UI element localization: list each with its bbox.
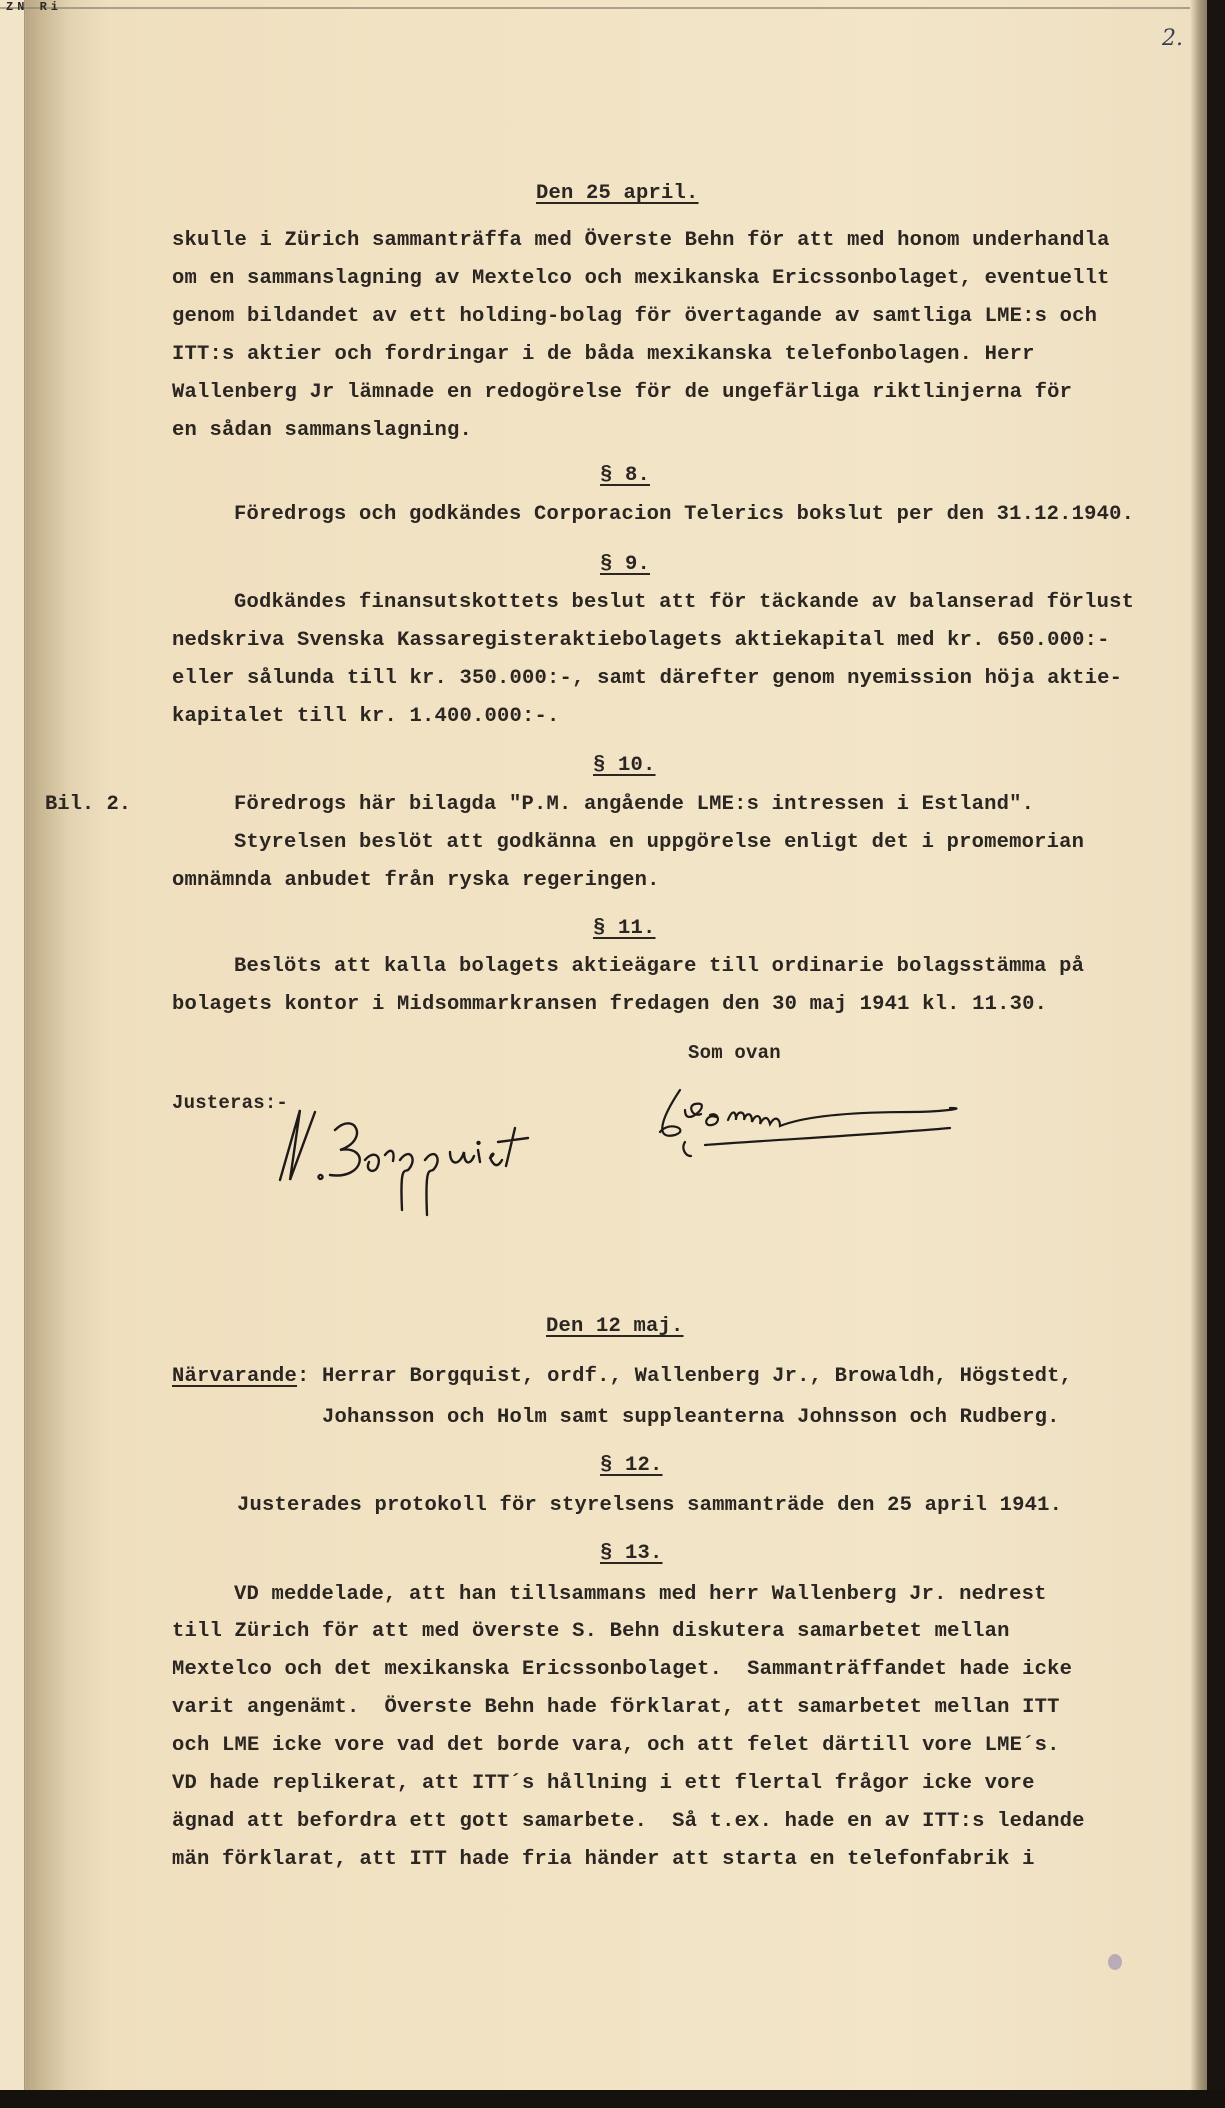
text-line: Beslöts att kalla bolagets aktieägare till ordinarie bolagsstämma på [234,955,1085,978]
section-heading-13: § 13. [600,1542,663,1565]
text-line: till Zürich för att med överste S. Behn diskutera samarbetet mellan [172,1620,1010,1643]
text-line: Godkändes finansutskottets beslut att för täckande av balanserad förlust [234,591,1135,614]
date-heading: Den 12 maj. [546,1315,684,1338]
text-line: nedskriva Svenska Kassaregisteraktiebolagets aktiekapital med kr. 650.000:- [172,629,1110,652]
section-heading-12: § 12. [600,1454,663,1477]
binding-strip [0,0,25,2095]
text-line: Styrelsen beslöt att godkänna en uppgörelse enligt det i promemorian [234,831,1085,854]
text-line: eller sålunda till kr. 350.000:-, samt därefter genom nyemission höja aktie- [172,667,1123,690]
margin-note-appendix: Bil. 2. [45,793,132,816]
date-heading: Den 25 april. [536,182,699,205]
text-line: ITT:s aktier och fordringar i de båda mexikanska telefonbolagen. Herr [172,343,1035,366]
text-line: omnämnda anbudet från ryska regeringen. [172,869,660,892]
text-line: män förklarat, att ITT hade fria händer att starta en telefonfabrik i [172,1848,1035,1871]
text-line: varit angenämt. Överste Behn hade förklarat, att samarbetet mellan ITT [172,1696,1060,1719]
text-line: Wallenberg Jr lämnade en redogörelse för de ungefärliga riktlinjerna för [172,381,1073,404]
text-line: Johansson och Holm samt suppleanterna Johnsson och Rudberg. [322,1406,1060,1429]
text-line: om en sammanslagning av Mextelco och mexikanska Ericssonbolaget, eventuellt [172,267,1110,290]
text-line: Föredrogs och godkändes Corporacion Telerics bokslut per den 31.12.1940. [234,503,1135,526]
text-line: bolagets kontor i Midsommarkransen fredagen den 30 maj 1941 kl. 11.30. [172,993,1048,1016]
signature-borgquist [260,1100,600,1220]
som-ovan-label: Som ovan [688,1042,781,1064]
text-line: och LME icke vore vad det borde vara, och att felet därtill vore LME´s. [172,1734,1060,1757]
section-heading-9: § 9. [600,553,651,576]
text-line: skulle i Zürich sammanträffa med Överste Behn för att med honom underhandla [172,229,1110,252]
top-rule [0,7,1190,9]
section-heading-10: § 10. [593,754,656,777]
text-line: VD meddelade, att han tillsammans med herr Wallenberg Jr. nedrest [234,1583,1047,1606]
attendance-line [172,1365,1072,1388]
text-line: en sådan sammanslagning. [172,419,473,442]
justeras-label: Justeras:- [172,1092,289,1114]
text-line: Justerades protokoll för styrelsens sammanträde den 25 april 1941. [237,1494,1063,1517]
text-line: ägnad att befordra ett gott samarbete. Så t.ex. hade en av ITT:s ledande [172,1810,1085,1833]
scan-background-edge [0,2090,1225,2108]
page-number: 2. [1162,26,1183,51]
text-line: Mextelco och det mexikanska Ericssonbolaget. Sammanträffandet hade icke [172,1658,1073,1681]
binder-marks: ZN Ri [6,0,63,14]
attendance-names: : Herrar Borgquist, ordf., Wallenberg Jr., Browaldh, Högstedt, [297,1365,1073,1388]
ink-stain [1108,1954,1122,1970]
text-line: Föredrogs här bilagda "P.M. angående LME:s intressen i Estland". [234,793,1035,816]
text-line: genom bildandet av ett holding-bolag för övertagande av samtliga LME:s och [172,305,1098,328]
section-heading-11: § 11. [593,917,656,940]
text-line: VD hade replikerat, att ITT´s hållning i ett flertal frågor icke vore [172,1772,1035,1795]
section-heading-8: § 8. [600,464,651,487]
text-line: kapitalet till kr. 1.400.000:-. [172,705,560,728]
attendance-label: Närvarande [172,1365,298,1388]
signature-second [650,1080,1030,1170]
